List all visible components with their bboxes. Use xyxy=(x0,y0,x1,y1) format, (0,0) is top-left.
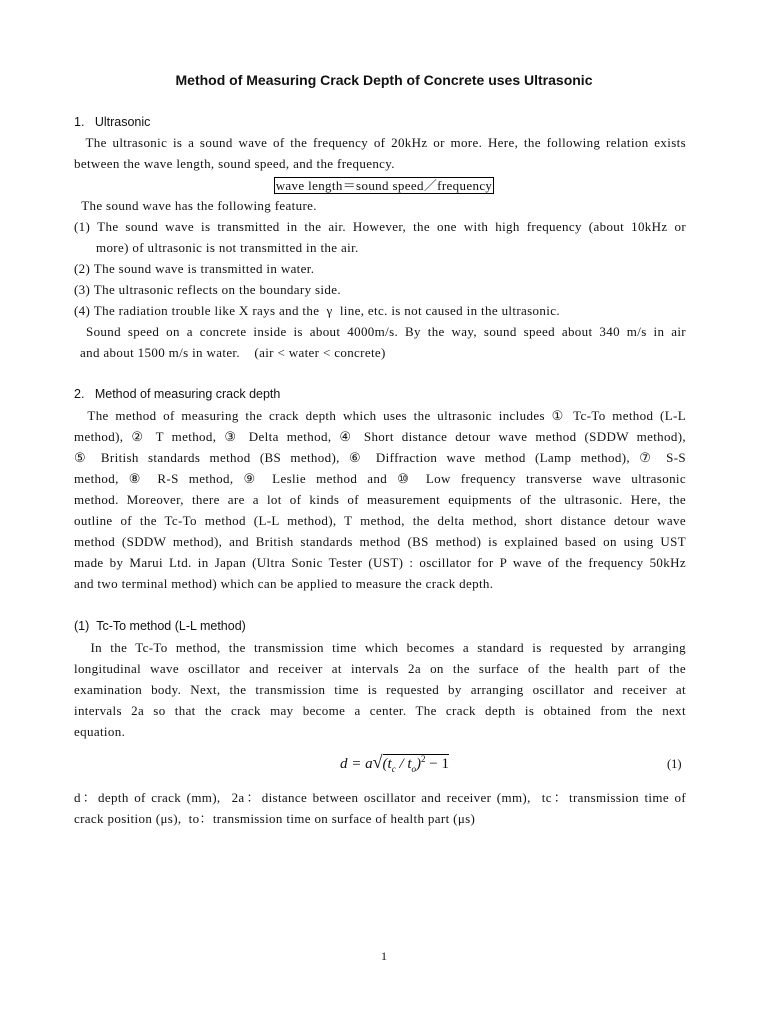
paragraph-line: examination body. Next, the transmission time is requested by arranging oscillator and receiver at xyxy=(74,682,686,697)
feature-item: (4) The radiation trouble like X rays and the γ line, etc. is not caused in the ultrasonic. xyxy=(74,303,560,318)
paragraph-line: outline of the Tc-To method (L-L method), T method, the delta method, short distance detour wave xyxy=(74,513,686,528)
sqrt-icon: √ xyxy=(372,752,383,772)
paragraph-line: In the Tc-To method, the transmission time which becomes a standard is requested by arranging xyxy=(74,640,686,655)
definition-line: crack position (μs), to：transmission time on surface of health part (μs) xyxy=(74,811,476,826)
paragraph-line: ⑤ British standards method (BS method), ⑥ Diffraction wave method (Lamp method), ⑦ S-S xyxy=(74,450,686,465)
crack-depth-equation xyxy=(340,752,449,774)
boxed-relation xyxy=(0,175,768,194)
paragraph-line: longitudinal wave oscillator and receiver at intervals 2a on the surface of the health part of the xyxy=(74,661,686,676)
paragraph-line: The method of measuring the crack depth which uses the ultrasonic includes ① Tc-To method (L-L xyxy=(74,408,686,423)
paragraph-line: method. Moreover, there are a lot of kinds of measurement equipments of the ultrasonic. Here, the xyxy=(74,492,686,507)
feature-item: (3) The ultrasonic reflects on the boundary side. xyxy=(74,282,341,297)
section-heading-method: 2. Method of measuring crack depth xyxy=(74,387,281,401)
subsection-heading-tcto: (1) Tc-To method (L-L method) xyxy=(74,619,246,633)
feature-item: (2) The sound wave is transmitted in water. xyxy=(74,261,315,276)
paragraph-line: method (SDDW method), and British standards method (BS method) is explained based on using UST xyxy=(74,534,686,549)
page-number: 1 xyxy=(381,949,387,963)
equation-lhs: d = a xyxy=(340,756,373,772)
paragraph-line: equation. xyxy=(74,724,126,739)
section-heading-ultrasonic: 1. Ultrasonic xyxy=(74,115,151,129)
document-title: Method of Measuring Crack Depth of Concrete uses Ultrasonic xyxy=(175,72,593,88)
equation-part: − 1 xyxy=(425,756,449,772)
definition-line: d：depth of crack (mm), 2a：distance between oscillator and receiver (mm), tc：transmission time of xyxy=(74,790,686,805)
paragraph-line: intervals 2a so that the crack may become a center. The crack depth is obtained from the next xyxy=(74,703,686,718)
paragraph-line: method), ② T method, ③ Delta method, ④ Short distance detour wave method (SDDW method), xyxy=(74,429,686,444)
equation-subscript: c xyxy=(391,764,396,774)
equation-number: (1) xyxy=(667,757,682,771)
feature-item: (1) The sound wave is transmitted in the air. However, the one with high frequency (about 10kHz or xyxy=(74,219,686,234)
equation-subscript: o xyxy=(411,764,417,774)
feature-item-continuation: more) of ultrasonic is not transmitted in the air. xyxy=(96,240,359,255)
paragraph-line: and two terminal method) which can be applied to measure the crack depth. xyxy=(74,576,494,591)
paragraph-line: The ultrasonic is a sound wave of the frequency of 20kHz or more. Here, the following relation exists xyxy=(74,135,686,150)
equation-exponent: 2 xyxy=(421,754,426,764)
paragraph-line: between the wave length, sound speed, and the frequency. xyxy=(74,156,395,171)
speed-line: Sound speed on a concrete inside is about 4000m/s. By the way, sound speed about 340 m/s in air xyxy=(86,324,686,339)
equation-part: / t xyxy=(395,756,412,772)
feature-intro: The sound wave has the following feature. xyxy=(74,198,317,213)
equation-radicand xyxy=(383,754,449,772)
paragraph-line: made by Marui Ltd. in Japan (Ultra Sonic Tester (UST) : oscillator for P wave of the frequency 50kHz xyxy=(74,555,686,570)
equation-part: ) xyxy=(416,756,422,772)
paragraph-line: method, ⑧ R-S method, ⑨ Leslie method and ⑩ Low frequency transverse wave ultrasonic xyxy=(74,471,686,486)
equation-part: (t xyxy=(382,756,392,772)
relation-text: wave length＝sound speed／frequency xyxy=(275,178,493,193)
speed-line: and about 1500 m/s in water. (air < water < concrete) xyxy=(80,345,386,360)
